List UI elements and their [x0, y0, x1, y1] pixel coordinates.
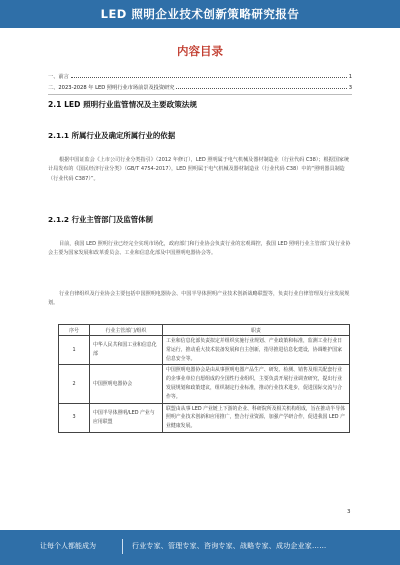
column-header: 序号: [59, 325, 90, 336]
table-row: [59, 336, 350, 365]
row-number: 3: [59, 403, 90, 432]
footer-divider: [122, 539, 123, 554]
table-row: [59, 403, 350, 432]
column-header: 行业主管部门/组织: [90, 325, 163, 336]
row-duty: 中国照明电器协会是由从事照明电器产品生产、研发、检测、销售及相关配套行业的企事业单位自愿组成的全国性行业组织，主要负责开展行业调查研究，提出行业发展规划和政策建议，组织制定行业标准，推动行业技术进步，促进国际交流与合作等。: [163, 365, 350, 403]
toc-item-label: 一、前言: [48, 74, 69, 80]
report-title: LED 照明企业技术创新策略研究报告: [100, 7, 300, 21]
toc-title: 内容目录: [177, 44, 223, 58]
body-paragraph: 目前，我国 LED 照明行业已经完全实现市场化，政府部门和行业协会负责行业的宏观调控，我国 LED 照明行业主管部门及行业协会主要为国家发展和改革委员会、工业和信息化部及中国照明电器协会等。: [48, 241, 351, 257]
table-row: [59, 365, 350, 403]
toc-item[interactable]: [48, 73, 352, 80]
toc-leader-dots: [71, 73, 347, 78]
column-header: 职责: [163, 325, 350, 336]
subsection-heading: 2.1.2 行业主管部门及监管体制: [48, 215, 153, 224]
row-duty: 联盟由从事 LED 产业链上下游的企业、科研院所及相关机构组成，旨在推动半导体照明产业技术创新和应用推广，整合行业资源，加强产学研合作，促进我国 LED 产业健康发展。: [163, 403, 350, 432]
row-organization: 中国照明电器协会: [90, 365, 163, 403]
toc-item-label: 二、2023-2028 年 LED 照明行业市场前景及投资研究: [48, 85, 175, 91]
body-paragraph: 根据中国证监会《上市公司行业分类指引》（2012 年修订），LED 照明属于电气机械及器材制造业（行业代码 C38）；根据国家统计局发布的《国民经济行业分类》（GB/T 4754-2017），LED 照明属于电气机械及器材制造业（行业代码 C38）中的“照明器具制造（行业代码 C387）”。: [48, 157, 349, 182]
footer-slogan: 让每个人都能成为: [40, 542, 96, 550]
toc-divider: [48, 94, 352, 95]
row-number: 2: [59, 365, 90, 403]
toc-item-page: 1: [348, 74, 352, 80]
section-heading: 2.1 LED 照明行业监管情况及主要政策法规: [48, 100, 197, 109]
toc-item[interactable]: [48, 84, 352, 91]
row-organization: 中华人民共和国工业和信息化部: [90, 336, 163, 365]
footer-tagline: 行业专家、管理专家、咨询专家、战略专家、成功企业家……: [132, 542, 327, 550]
report-header-bar: [0, 0, 400, 28]
row-duty: 工业和信息化部负责拟定并组织实施行业规划、产业政策和标准，监测工业行业日常运行，推动重大技术装备发展和自主创新，指导推进信息化建设，协调维护国家信息安全等。: [163, 336, 350, 365]
footer-bar: [0, 530, 400, 565]
page-number: 3: [347, 509, 351, 515]
toc-leader-dots: [176, 84, 346, 89]
row-organization: 中国半导体照明/LED 产业与应用联盟: [90, 403, 163, 432]
toc-item-page: 3: [348, 85, 352, 91]
subsection-heading: 2.1.1 所属行业及确定所属行业的依据: [48, 131, 176, 140]
row-number: 1: [59, 336, 90, 365]
table-header-row: [59, 325, 350, 336]
body-paragraph: 行业自律组织及行业协会主要包括中国照明电器协会、中国半导体照明产业技术创新战略联盟等，负责行业自律管理及行业发展规划。: [48, 291, 350, 307]
regulator-table: [58, 324, 350, 433]
